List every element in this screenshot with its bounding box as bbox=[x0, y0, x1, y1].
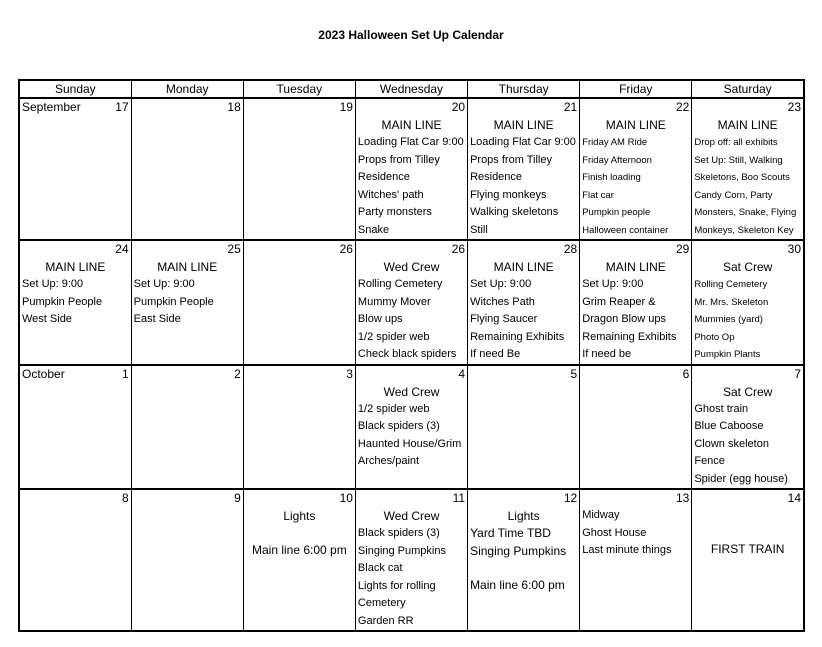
calendar-title: 2023 Halloween Set Up Calendar bbox=[318, 28, 504, 42]
task-item: Check black spiders bbox=[357, 348, 457, 360]
day-cell bbox=[243, 98, 355, 240]
day-number: 30 bbox=[787, 242, 801, 256]
task-item: Props from Tilley bbox=[470, 153, 552, 166]
task-item: Pumpkin Plants bbox=[694, 349, 761, 360]
day-number: 24 bbox=[115, 242, 129, 256]
day-cell bbox=[580, 489, 692, 631]
task-item: Props from Tilley bbox=[357, 153, 440, 166]
day-number: 22 bbox=[675, 100, 690, 114]
task-item: Set Up: 9:00 bbox=[470, 278, 532, 290]
task-item: Monsters, Snake, Flying bbox=[694, 207, 797, 218]
task-item: Lights for rolling bbox=[357, 579, 436, 592]
day-number: 23 bbox=[787, 100, 801, 114]
task-item: Last minute things bbox=[582, 544, 672, 556]
weekday-wednesday: Wednesday bbox=[355, 80, 467, 98]
task-item: If need Be bbox=[470, 348, 521, 360]
week-row bbox=[19, 240, 804, 365]
week-row bbox=[19, 365, 804, 490]
task-item: Remaining Exhibits bbox=[470, 330, 565, 343]
weekday-tuesday: Tuesday bbox=[243, 80, 355, 98]
task-item: Party monsters bbox=[357, 206, 432, 218]
weekday-thursday: Thursday bbox=[468, 80, 580, 98]
crew-label: Wed Crew bbox=[383, 384, 440, 399]
day-cell bbox=[468, 489, 580, 631]
day-number: 18 bbox=[227, 100, 241, 114]
task-item: Snake bbox=[357, 223, 390, 236]
task-item: Spider (egg house) bbox=[694, 472, 788, 485]
crew-label: Sat Crew bbox=[722, 384, 773, 399]
task-item: Candy Corn, Party bbox=[694, 189, 773, 201]
day-number: 28 bbox=[563, 242, 578, 256]
task-item: Blue Caboose bbox=[694, 420, 764, 432]
task-item: Rolling Cemetery bbox=[694, 279, 768, 290]
task-item: Monkeys, Skeleton Key bbox=[694, 224, 794, 236]
day-number: 14 bbox=[787, 491, 801, 505]
task-item: Drop off: all exhibits bbox=[694, 137, 778, 148]
crew-label: Wed Crew bbox=[383, 260, 440, 274]
day-cell bbox=[355, 489, 467, 631]
weekday-friday: Friday bbox=[580, 80, 692, 98]
day-cell bbox=[580, 98, 692, 240]
task-item: Flying Saucer bbox=[470, 313, 538, 325]
crew-label: MAIN LINE bbox=[45, 260, 106, 274]
task-item: Haunted House/Grim bbox=[357, 437, 462, 450]
task-item: Residence bbox=[470, 171, 523, 183]
task-item: Garden RR bbox=[357, 614, 414, 627]
task-item: Skeletons, Boo Scouts bbox=[694, 172, 790, 183]
task-item: Ghost House bbox=[582, 526, 647, 539]
task-item: Blow ups bbox=[357, 313, 403, 325]
task-item: Mummies (yard) bbox=[694, 314, 763, 325]
day-cell bbox=[692, 98, 804, 240]
crew-label: MAIN LINE bbox=[157, 260, 218, 274]
task-item: Loading Flat Car 9:00 bbox=[470, 136, 576, 148]
week-row bbox=[19, 489, 804, 631]
day-number: 3 bbox=[346, 366, 353, 381]
day-cell bbox=[580, 240, 692, 365]
day-number: 11 bbox=[452, 491, 466, 505]
day-number: 13 bbox=[675, 491, 690, 505]
day-cell bbox=[355, 365, 467, 490]
crew-label: Lights bbox=[283, 509, 316, 523]
day-number: 5 bbox=[570, 366, 578, 381]
task-item: Black spiders (3) bbox=[357, 420, 440, 432]
task-item: Midway bbox=[582, 509, 620, 521]
day-cell bbox=[580, 365, 692, 490]
task-item: Witches Path bbox=[470, 295, 535, 308]
task-item: Flying monkeys bbox=[470, 188, 547, 201]
task-item: Finish loading bbox=[582, 172, 641, 183]
task-item: Black cat bbox=[357, 562, 403, 574]
task-item: Dragon Blow ups bbox=[582, 313, 666, 325]
week-row bbox=[19, 98, 804, 240]
day-cell bbox=[692, 489, 804, 631]
day-cell bbox=[243, 240, 355, 365]
task-item: Remaining Exhibits bbox=[582, 330, 677, 343]
task-item: Grim Reaper & bbox=[582, 295, 656, 308]
task-item: Main line 6:00 pm bbox=[470, 578, 565, 592]
task-item: Friday Afternoon bbox=[582, 154, 652, 166]
day-cell bbox=[355, 240, 467, 365]
task-item: Pumpkin people bbox=[582, 207, 651, 218]
day-number: 1 bbox=[121, 366, 129, 381]
day-cell bbox=[468, 98, 580, 240]
task-item: Halloween container bbox=[582, 224, 669, 236]
task-item: Pumpkin People bbox=[22, 295, 103, 308]
day-number: 25 bbox=[227, 242, 241, 256]
crew-label: Wed Crew bbox=[383, 509, 440, 523]
day-number: 20 bbox=[451, 100, 466, 114]
day-number: 19 bbox=[339, 100, 353, 114]
day-cell bbox=[19, 98, 131, 240]
task-item: Pumpkin People bbox=[133, 295, 214, 308]
day-number: 12 bbox=[563, 491, 578, 505]
day-number: 4 bbox=[458, 366, 466, 381]
day-cell bbox=[468, 240, 580, 365]
day-number: 7 bbox=[794, 366, 801, 381]
task-item: Clown skeleton bbox=[694, 437, 769, 450]
day-number: 17 bbox=[115, 100, 129, 114]
task-item: Singing Pumpkins bbox=[357, 544, 446, 557]
task-item: Fence bbox=[694, 455, 725, 467]
day-cell bbox=[468, 365, 580, 490]
task-item: Arches/paint bbox=[357, 455, 420, 467]
crew-label: MAIN LINE bbox=[717, 118, 778, 132]
task-item: Still bbox=[470, 223, 488, 236]
first-train-label: FIRST TRAIN bbox=[710, 542, 785, 556]
crew-label: MAIN LINE bbox=[381, 118, 442, 132]
task-item: Loading Flat Car 9:00 bbox=[357, 136, 464, 148]
task-item: West Side bbox=[22, 313, 72, 325]
day-cell bbox=[692, 240, 804, 365]
task-item: Residence bbox=[357, 171, 410, 183]
task-item: Flat car bbox=[582, 189, 614, 201]
crew-label: MAIN LINE bbox=[493, 260, 554, 274]
task-item: Photo Op bbox=[694, 331, 735, 343]
task-item: Mummy Mover bbox=[357, 295, 431, 308]
task-item: Witches' path bbox=[357, 188, 424, 201]
crew-label: Lights bbox=[507, 509, 540, 523]
month-label: October bbox=[22, 366, 65, 381]
task-item: Rolling Cemetery bbox=[357, 278, 443, 290]
month-label: September bbox=[22, 100, 81, 114]
day-cell bbox=[131, 240, 243, 365]
day-number: 6 bbox=[682, 366, 690, 381]
day-cell bbox=[243, 489, 355, 631]
day-cell bbox=[243, 365, 355, 490]
day-number: 26 bbox=[451, 242, 466, 256]
day-number: 29 bbox=[675, 242, 690, 256]
day-number: 2 bbox=[234, 366, 241, 381]
task-item: If need be bbox=[582, 348, 632, 360]
day-number: 26 bbox=[339, 242, 353, 256]
crew-label: MAIN LINE bbox=[605, 118, 666, 132]
task-item: Set Up: 9:00 bbox=[582, 278, 644, 290]
task-item: Cemetery bbox=[357, 597, 406, 609]
crew-label: MAIN LINE bbox=[605, 260, 666, 274]
task-item: Black spiders (3) bbox=[357, 527, 440, 539]
task-item: Mr. Mrs. Skeleton bbox=[694, 296, 769, 308]
day-cell bbox=[131, 489, 243, 631]
day-cell bbox=[131, 98, 243, 240]
task-item: East Side bbox=[133, 313, 181, 325]
day-cell bbox=[19, 489, 131, 631]
crew-label: MAIN LINE bbox=[493, 118, 554, 132]
task-item: Walking skeletons bbox=[470, 206, 559, 218]
task-item: Singing Pumpkins bbox=[470, 543, 567, 558]
day-cell bbox=[131, 365, 243, 490]
weekday-sunday: Sunday bbox=[19, 80, 131, 98]
task-item: 1/2 spider web bbox=[357, 402, 430, 415]
day-number: 10 bbox=[339, 491, 353, 505]
task-item: Friday AM Ride bbox=[582, 137, 648, 148]
task-item: Ghost train bbox=[694, 402, 749, 415]
weekday-header-row bbox=[19, 80, 804, 98]
task-item: 1/2 spider web bbox=[357, 330, 430, 343]
day-number: 8 bbox=[121, 491, 129, 505]
task-item: Set Up: 9:00 bbox=[22, 278, 84, 290]
day-cell bbox=[19, 365, 131, 490]
task-item: Main line 6:00 pm bbox=[251, 543, 347, 557]
day-cell bbox=[355, 98, 467, 240]
task-item: Set Up: 9:00 bbox=[133, 278, 195, 290]
weekday-monday: Monday bbox=[131, 80, 243, 98]
day-number: 9 bbox=[234, 491, 241, 505]
day-number: 21 bbox=[563, 100, 578, 114]
task-item: Yard Time TBD bbox=[470, 526, 551, 540]
day-cell bbox=[19, 240, 131, 365]
calendar-grid bbox=[18, 79, 805, 632]
crew-label: Sat Crew bbox=[722, 260, 773, 274]
task-item: Set Up: Still, Walking bbox=[694, 154, 783, 166]
weekday-saturday: Saturday bbox=[692, 80, 804, 98]
day-cell bbox=[692, 365, 804, 490]
